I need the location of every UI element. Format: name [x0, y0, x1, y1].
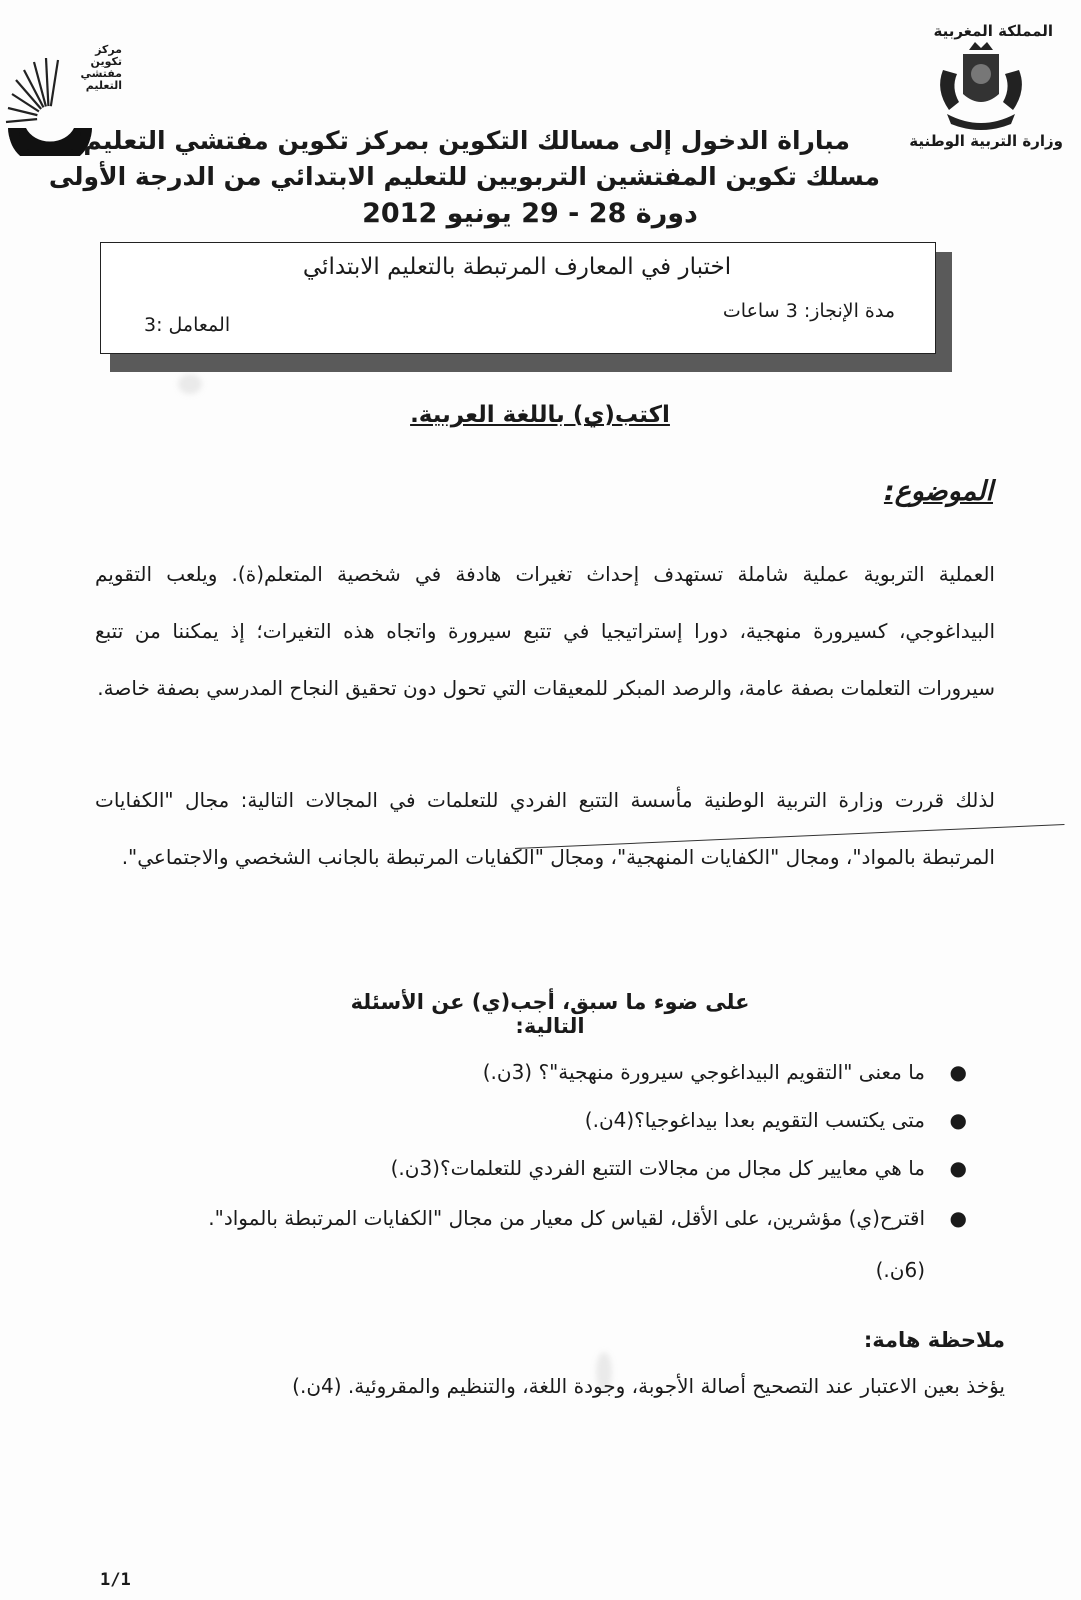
question-text: ما معنى "التقويم البيداغوجي سيرورة منهجية"؟ (3ن.): [482, 1060, 925, 1084]
title-line-2: مسلك تكوين المفتشين التربويين للتعليم الابتدائي من الدرجة الأولى: [48, 162, 880, 191]
left-logo-text: مركز تكوين مفتشي التعليم: [80, 43, 122, 92]
exam-title: اختبار في المعارف المرتبطة بالتعليم الابتدائي: [302, 254, 732, 280]
subject-heading: الموضوع:: [883, 476, 993, 507]
question-text: متى يكتسب التقويم بعدا بيداغوجيا؟(4ن.): [584, 1108, 925, 1132]
bullet-icon: ●: [949, 1060, 967, 1084]
note-heading: ملاحظة هامة:: [863, 1328, 1005, 1352]
question-item: [167, 1144, 967, 1192]
ministry-label: وزارة التربية الوطنية: [909, 132, 1063, 150]
note-text: يؤخذ بعين الاعتبار عند التصحيح أصالة الأجوبة، وجودة اللغة، والتنظيم والمقروئية. (4ن.): [292, 1374, 1005, 1398]
question-text: ما هي معايير كل مجال من مجالات التتبع الفردي للتعلمات؟(3ن.): [390, 1156, 925, 1180]
subject-paragraph-2: لذلك قررت وزارة التربية الوطنية مأسسة التتبع الفردي للتعلمات في المجالات التالية: مجال "الكفايات المرتبطة بالمواد"، ومجال "الكفايات المنهجية"، ومجال "الكفايات المرتبطة بالجانب الشخصي والاجتماعي".: [95, 788, 995, 869]
question-item: [167, 1192, 967, 1296]
subject-paragraph-1: العملية التربوية عملية شاملة تستهدف إحداث تغيرات هادفة في شخصية المتعلم(ة). ويلعب التقويم البيداغوجي، كسيرورة منهجية، دورا إستراتيجيا في تتبع سيرورة واتجاه هذه التغيرات؛ إذ يمكننا من تتبع سيرورات التعلمات بصفة عامة، والرصد المبكر للمعيقات التي تحول دون تحقيق النجاح المدرسي بصفة خاصة.: [95, 562, 995, 700]
moroccan-coat-of-arms-icon: [933, 40, 1029, 132]
title-line-1: مباراة الدخول إلى مسالك التكوين بمركز تكوين مفتشي التعليم: [83, 126, 850, 155]
exam-coefficient: المعامل :3: [144, 314, 231, 336]
scan-smudge: [596, 1352, 612, 1392]
question-item: [167, 1096, 967, 1144]
language-instruction: اكتب(ي) باللغة العربية.: [410, 402, 670, 428]
page-number: 1/1: [100, 1570, 131, 1590]
kingdom-label: المملكة المغربية: [933, 22, 1053, 40]
session-date: دورة 28 - 29 يونيو 2012: [362, 198, 698, 229]
scan-smudge: [178, 374, 202, 394]
bullet-icon: ●: [949, 1108, 967, 1132]
bullet-icon: ●: [949, 1156, 967, 1180]
questions-list: [167, 1048, 967, 1296]
bullet-icon: ●: [949, 1206, 967, 1230]
question-text: اقترح(ي) مؤشرين، على الأقل، لقياس كل معيار من مجال "الكفايات المرتبطة بالمواد".(6ن.): [208, 1206, 925, 1282]
question-item: [167, 1048, 967, 1096]
questions-intro: على ضوء ما سبق، أجب(ي) عن الأسئلة التالية:: [350, 990, 750, 1038]
exam-duration: مدة الإنجاز: 3 ساعات: [722, 300, 895, 322]
